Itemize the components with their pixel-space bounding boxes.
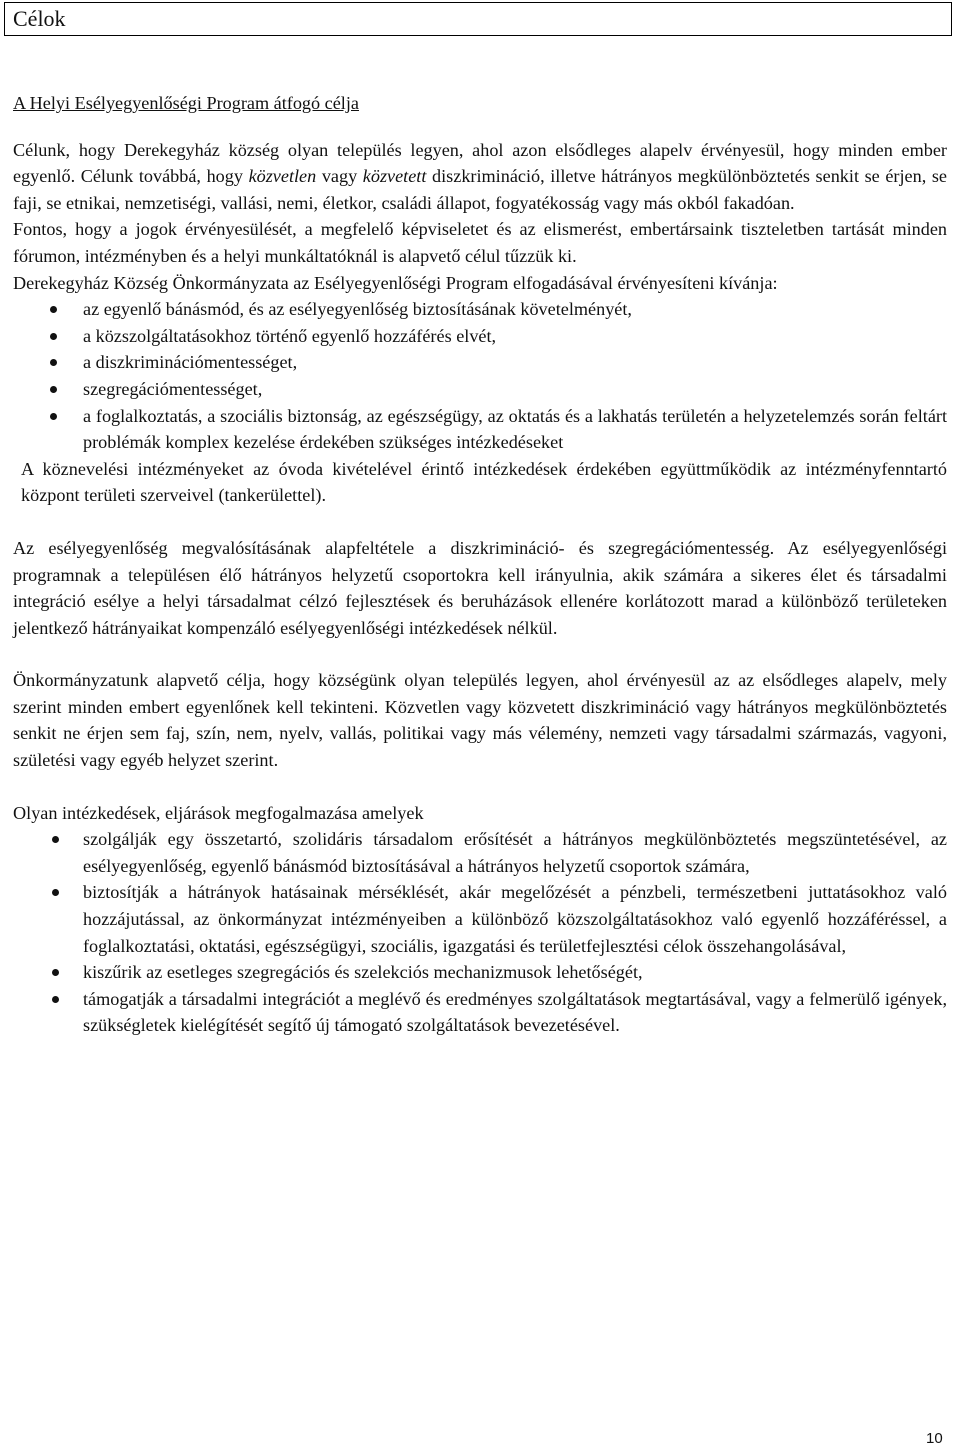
list-item: kiszűrik az esetleges szegregációs és szelekciós mechanizmusok lehetőségét, (13, 959, 947, 986)
paragraph-goal-text-a: Célunk, hogy Derekegyház község olyan település legyen, ahol azon elsődleges alapelv érvényesül, hogy minden ember egyenlő. Célunk továbbá, hogy (13, 139, 947, 187)
paragraph-measures-intro: Olyan intézkedések, eljárások megfogalmazása amelyek (13, 802, 424, 823)
section-title: Célok (4, 2, 952, 36)
paragraph-intent: Derekegyház Község Önkormányzata az Esélyegyenlőségi Program elfogadásával érvényesíteni kívánja: (13, 272, 778, 293)
paragraph-goal-em-indirect: közvetett (362, 166, 427, 187)
list-item: szegregációmentességet, (13, 376, 947, 403)
paragraph-goal-text-b: vagy (316, 166, 363, 187)
list-item: biztosítják a hátrányok hatásainak mérséklését, akár megelőzését a pénzbeli, természetbeni juttatásokhoz való hozzájutással, az önkormányzat intézményeiben a különböző közszolgáltatásokhoz való egyenlő hozzáféréssel, a foglalkoztatási, oktatási, egészségügyi, szociális, igazgatási és területfejlesztési célok összehangolásával, (13, 879, 947, 959)
document-body (13, 90, 947, 1039)
paragraph-precondition: Az esélyegyenlőség megvalósításának alapfeltétele a diszkrimináció- és szegregációmentesség. Az esélyegyenlőségi programnak a településen élő hátrányos helyzetű csoportokra kell irányulnia, akik számára a sikeres élet és társadalmi integráció esélye a helyi társadalmat célzó fejlesztések és beruházások ellenére korlátozott marad a különböző területeken jelentkező hátrányaikat kompenzáló esélyegyenlőségi intézkedések nélkül. (13, 537, 947, 638)
paragraph-rights: Fontos, hogy a jogok érvényesülését, a megfelelő képviseletet és az elismerést, embertársaink tiszteletben tartását minden fórumon, intézményben és a helyi munkáltatóknál is alapvető célul tűzzük ki. (13, 219, 947, 266)
list-item: szolgálják egy összetartó, szolidáris társadalom erősítését a hátrányos megkülönböztetés megszüntetésével, az esélyegyenlőség, egyenlő bánásmód biztosításával a hátrányos helyzetű csoportok számára, (13, 826, 947, 879)
list-item: támogatják a társadalmi integrációt a meglévő és eredményes szolgáltatások megtartásával, vagy a felmerülő igények, szükségletek kielégítését segítő új támogató szolgáltatások bevezetésével. (13, 986, 947, 1039)
list-item: a foglalkoztatás, a szociális biztonság, az egészségügy, az oktatás és a lakhatás területén a helyzetelemzés során feltárt problémák komplex kezelése érdekében szükséges intézkedéseket (13, 403, 947, 456)
paragraph-education: A köznevelési intézményeket az óvoda kivételével érintő intézkedések érdekében együttműködik az intézményfenntartó központ területi szerveivel (tankerülettel). (21, 458, 947, 506)
paragraph-goal (13, 137, 947, 217)
paragraph-goal-text-c: diszkrimináció, illetve hátrányos megkülönböztetés senkit se érjen, se faji, se etnikai, nemzetiségi, vallási, nemi, életkor, családi állapot, fogyatékosság vagy más okból fakadóan. (13, 166, 947, 213)
section-heading: A Helyi Esélyegyenlőségi Program átfogó célja (13, 93, 359, 113)
list-item: a közszolgáltatásokhoz történő egyenlő hozzáférés elvét, (13, 323, 947, 350)
list-item: az egyenlő bánásmód, és az esélyegyenlőség biztosításának követelményét, (13, 296, 947, 323)
measures-list (13, 826, 947, 1039)
intent-list (13, 296, 947, 456)
list-item: a diszkriminációmentességet, (13, 349, 947, 376)
paragraph-goal-em-direct: közvetlen (248, 166, 317, 187)
paragraph-municipality-goal: Önkormányzatunk alapvető célja, hogy községünk olyan település legyen, ahol érvényesül az az elsődleges alapelv, mely szerint minden embert egyenlőnek kell tekinteni. Közvetlen vagy közvetett diszkrimináció vagy hátrányos megkülönböztetés senkit ne érjen sem faj, szín, nem, nyelv, vallás, politikai vagy más vélemény, nemzeti vagy társadalmi származás, vagyoni, születési vagy egyéb helyzet szerint. (13, 670, 947, 771)
page-number: 10 (926, 1430, 943, 1447)
